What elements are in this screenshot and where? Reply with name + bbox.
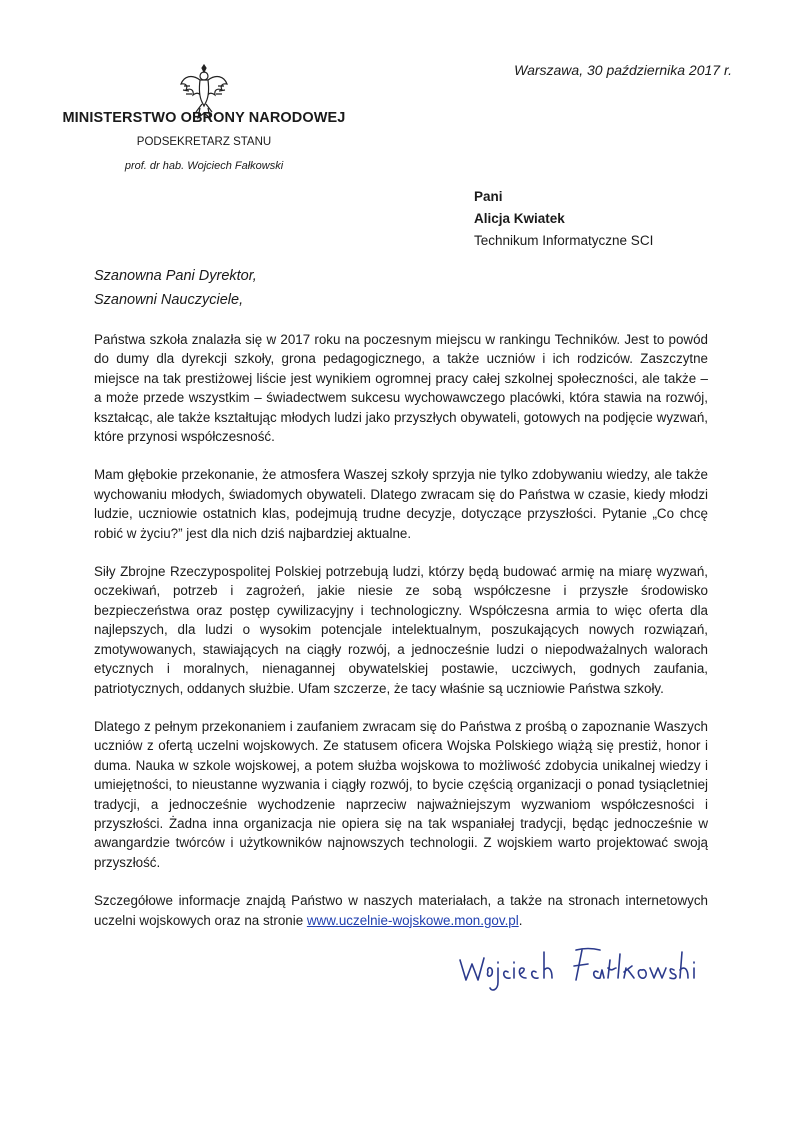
salutation (94, 264, 257, 312)
recipient-title: Pani (474, 189, 503, 204)
recipient-block (474, 186, 653, 252)
ministry-name: MINISTERSTWO OBRONY NARODOWEJ (62, 110, 346, 126)
recipient-school: Technikum Informatyczne SCI (474, 233, 654, 248)
uczelnie-wojskowe-link[interactable]: www.uczelnie-wojskowe.mon.gov.pl (306, 912, 519, 928)
letter-date: Warszawa, 30 października 2017 r. (514, 62, 732, 78)
recipient-name: Alicja Kwiatek (474, 211, 565, 226)
paragraph-4: Dlatego z pełnym przekonaniem i zaufaniem zwracam się do Państwa z prośbą o zapoznanie Waszych uczniów z ofertą uczelni wojskowych. Ze statusem oficera Wojska Polskiego wiążą się prestiż, honor i duma. Nauka w szkole wojskowej, a potem służba wojskowa to możliwość zdobycia unikalnej wiedzy i umiejętności, to nieustanne wyzwania i ciągły rozwój, to bycie częścią organizacji o ponad tysiącletniej tradycji, a jednocześnie wychodzenie naprzeciw najważniejszym wyzwaniom współczesności i przyszłości. Żadna inna organizacja nie opiera się na tak wspaniałej tradycji, będąc jednocześnie w awangardzie twórców i użytkowników najnowszych technologii. Z wojskiem warto projektować swoją przyszłość. (94, 718, 708, 870)
paragraph-1: Państwa szkoła znalazła się w 2017 roku na poczesnym miejscu w rankingu Techników. Jest to powód do dumy dla dyrekcji szkoły, grona pedagogicznego, a także uczniów i ich rodziców. Zaszczytne miejsce na tak prestiżowej liście jest wynikiem ogromnej pracy całej szkolnej społeczności, ale także – a może przede wszystkim – świadectwem sukcesu wychowawczego placówki, która stawia na rozwój, kształcąc, ale także kształtując młodych ludzi jako przyszłych obywateli, gotowych na podjęcie wyzwań, które przynosi współczesność. (94, 332, 708, 445)
letter-body (94, 330, 708, 949)
salutation-line-2: Szanowni Nauczyciele, (94, 292, 244, 308)
salutation-line-1: Szanowna Pani Dyrektor, (94, 268, 257, 284)
paragraph-3: Siły Zbrojne Rzeczypospolitej Polskiej potrzebują ludzi, którzy będą budować armię na miarę wyzwań, oczekiwań, potrzeb i zagrożeń, jakie niesie ze sobą współczesne i przyszłe środowisko bezpieczeństwa oraz postęp cywilizacyjny i technologiczny. Współczesna armia to więc oferta dla najlepszych, dla ludzi o wysokim potencjale intelektualnym, poszukających nowych rozwiązań, zmotywowanych, stawiających na ciągły rozwój, a jednocześnie ludzi o niepodważalnych walorach etycznych i moralnych, nienagannej obywatelskiej postawie, uczciwych, godnych zaufania, patriotycznych, oddanych służbie. Ufam szczerze, że tacy właśnie są uczniowie Państwa szkoły. (94, 564, 708, 696)
paragraph-2: Mam głębokie przekonanie, że atmosfera Waszej szkoły sprzyja nie tylko zdobywaniu wiedzy, ale także wychowaniu młodych, świadomych obywateli. Dlatego zwracam się do Państwa w czasie, kiedy młodzi ludzie, uczniowie ostatnich klas, podejmują trudne decyzje, dotyczące przyszłości. Pytanie „Co chcę robić w życiu?” jest dla nich dziś najbardziej aktualne. (94, 467, 708, 541)
paragraph-5-text: Szczegółowe informacje znajdą Państwo w naszych materiałach, a także na stronach internetowych uczelni wojskowych oraz na stronie (94, 893, 708, 928)
official-rank: PODSEKRETARZ STANU (136, 136, 272, 148)
paragraph-5 (94, 891, 708, 930)
paragraph-5-end: . (518, 912, 523, 928)
handwritten-signature (452, 938, 712, 998)
official-name: prof. dr hab. Wojciech Fałkowski (124, 160, 284, 172)
